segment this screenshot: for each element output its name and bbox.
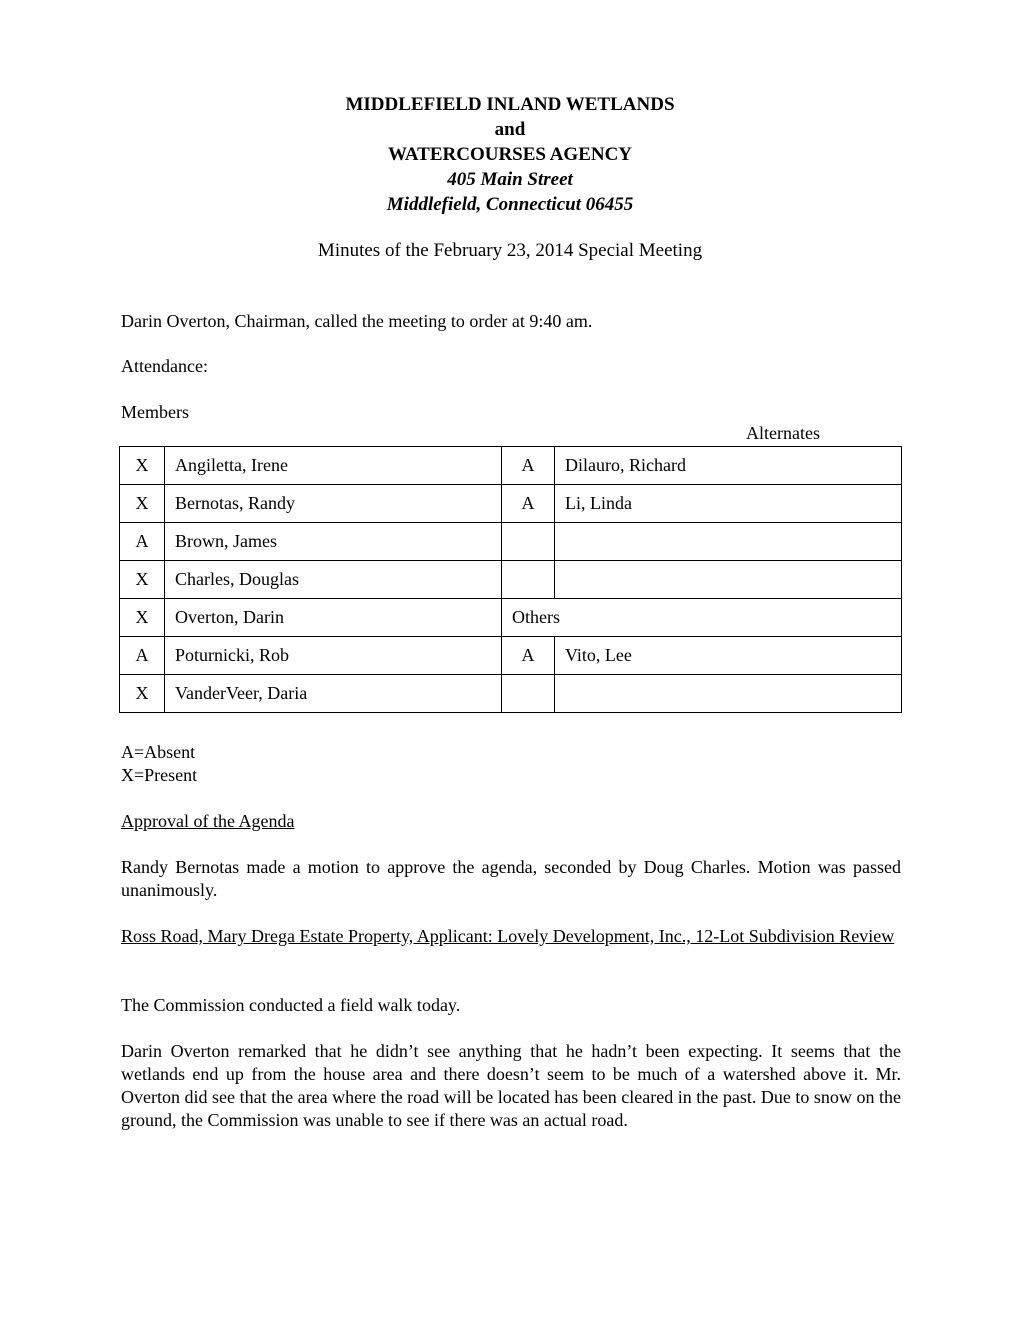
alternate-name xyxy=(555,523,902,561)
attendance-table xyxy=(119,446,902,713)
legend-present: X=Present xyxy=(121,765,198,785)
overton-remarks-paragraph: Darin Overton remarked that he didn’t see anything that he hadn’t been expecting. It seems that the wetlands end up from the house area and there doesn’t seem to be much of a watershed above it. Mr. Overton did see that the area where the road will be located has been cleared in the past. Due to snow on the ground, the Commission was unable to see if there was an actual road. xyxy=(121,1041,901,1130)
member-name: Overton, Darin xyxy=(165,599,502,637)
alternate-mark xyxy=(502,523,555,561)
member-mark: X xyxy=(120,599,165,637)
other-mark: A xyxy=(502,637,555,675)
table-row xyxy=(120,561,902,599)
table-row xyxy=(120,637,902,675)
member-mark: X xyxy=(120,561,165,599)
member-mark: A xyxy=(120,637,165,675)
attendance-label: Attendance: xyxy=(121,356,208,376)
minutes-title: Minutes of the February 23, 2014 Special Meeting xyxy=(317,240,703,261)
table-row xyxy=(120,523,902,561)
member-mark: A xyxy=(120,523,165,561)
table-row xyxy=(120,599,902,637)
agenda-paragraph: Randy Bernotas made a motion to approve the agenda, seconded by Doug Charles. Motion was passed unanimously. xyxy=(121,857,901,900)
alternates-label: Alternates xyxy=(746,423,820,443)
table-row xyxy=(120,447,902,485)
member-name: Brown, James xyxy=(165,523,502,561)
member-name: VanderVeer, Daria xyxy=(165,675,502,713)
alternate-name: Li, Linda xyxy=(555,485,902,523)
agency-name-line2: and xyxy=(494,119,526,140)
table-row xyxy=(120,675,902,713)
member-mark: X xyxy=(120,447,165,485)
alternate-name xyxy=(555,561,902,599)
alternate-name: Dilauro, Richard xyxy=(555,447,902,485)
other-name: Vito, Lee xyxy=(555,637,902,675)
member-name: Bernotas, Randy xyxy=(165,485,502,523)
alternate-mark: A xyxy=(502,447,555,485)
opening-statement: Darin Overton, Chairman, called the meeting to order at 9:40 am. xyxy=(121,311,593,331)
address-street: 405 Main Street xyxy=(447,169,573,190)
member-mark: X xyxy=(120,485,165,523)
member-name: Angiletta, Irene xyxy=(165,447,502,485)
member-name: Charles, Douglas xyxy=(165,561,502,599)
field-walk-paragraph: The Commission conducted a field walk today. xyxy=(121,995,461,1015)
agency-name-line3: WATERCOURSES AGENCY xyxy=(387,144,633,165)
other-mark xyxy=(502,675,555,713)
table-row xyxy=(120,485,902,523)
alternate-mark: A xyxy=(502,485,555,523)
member-mark: X xyxy=(120,675,165,713)
agency-name-line1: MIDDLEFIELD INLAND WETLANDS xyxy=(345,94,675,115)
ross-road-heading: Ross Road, Mary Drega Estate Property, Applicant: Lovely Development, Inc., 12-Lot Subdivision Review xyxy=(121,926,895,946)
member-name: Poturnicki, Rob xyxy=(165,637,502,675)
others-header: Others xyxy=(502,599,902,637)
alternate-mark xyxy=(502,561,555,599)
members-label: Members xyxy=(121,402,189,422)
agenda-heading: Approval of the Agenda xyxy=(121,811,295,831)
address-city: Middlefield, Connecticut 06455 xyxy=(386,194,634,215)
other-name xyxy=(555,675,902,713)
legend-absent: A=Absent xyxy=(121,742,196,762)
